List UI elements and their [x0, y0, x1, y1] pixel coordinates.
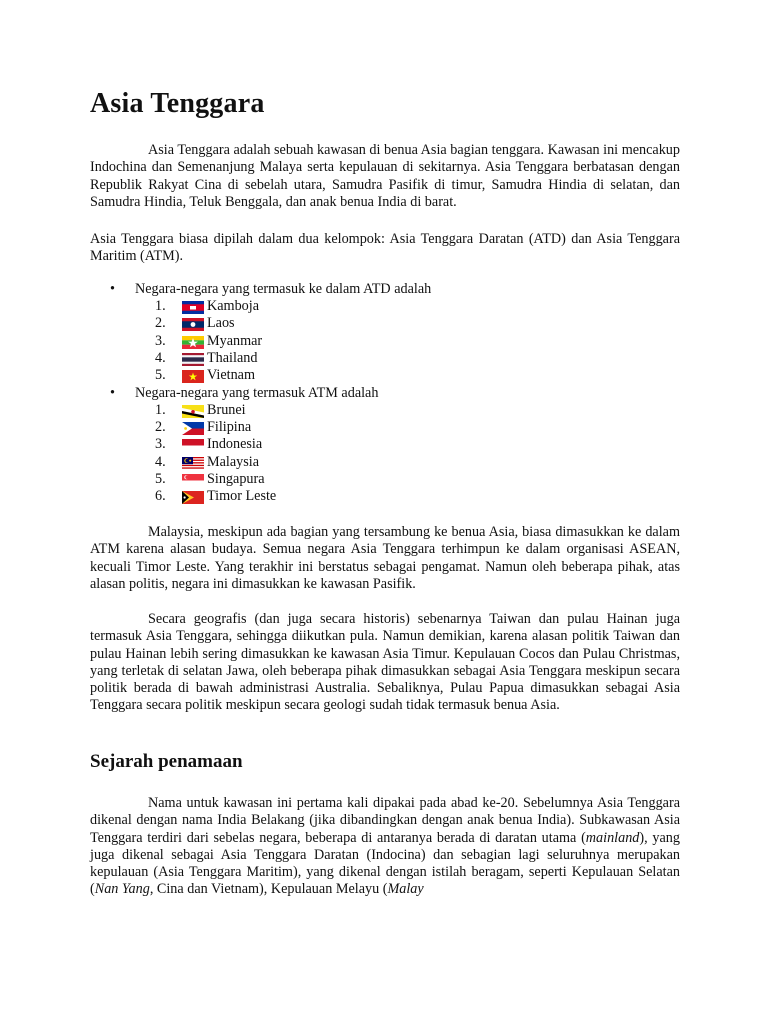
- history-paragraph: [90, 795, 680, 899]
- bullet-icon: •: [110, 281, 115, 297]
- country-name: Indonesia: [207, 436, 263, 453]
- section-heading: Sejarah penamaan: [90, 751, 243, 772]
- list-number: 4.: [155, 453, 166, 470]
- list-number: 1.: [155, 298, 166, 314]
- list-number: 2.: [155, 419, 166, 436]
- country-name: Singapura: [207, 471, 265, 487]
- country-name: Myanmar: [207, 332, 263, 349]
- list-number: 5.: [155, 367, 166, 384]
- list-number: 5.: [155, 471, 166, 487]
- list-number: 1.: [155, 401, 166, 418]
- list-number: 4.: [155, 349, 166, 366]
- list-number: 3.: [155, 436, 166, 453]
- timor-leste-flag-icon: [182, 491, 204, 504]
- geography-paragraph: Secara geografis (dan juga secara historis) sebenarnya Taiwan dan pulau Hainan juga termasuk Asia Tenggara, sehingga diikutkan pula. Namun demikian, karena alasan politik Taiwan dan pulau Hainan lebih sering dimasukkan ke kawasan Asia Timur. Kepulauan Cocos dan Pulau Christmas, yang terletak di selatan Jawa, oleh beberapa pihak dimasukkan sebagai Asia Tenggara meskipun secara politik berada di bawah administrasi Australia. Sebaliknya, Pulau Papua dimasukkan sebagai Asia Tenggara secara politik meskipun secara geologi sudah tidak termasuk benua Asia.: [90, 611, 680, 714]
- list-number: 3.: [155, 332, 166, 349]
- country-name: Vietnam: [207, 367, 255, 384]
- history-term-mainland: mainland: [585, 829, 640, 846]
- history-term-nanyang: Nan Yang: [94, 881, 150, 898]
- bullet-icon: •: [110, 384, 115, 401]
- history-text-a: Nama untuk kawasan ini pertama kali dipakai pada abad ke-20. Sebelumnya Asia Tenggara dikenal dengan nama India Belakang (jika dibandingkan dengan anak benua India). Subkawasan Asia Tenggara terdiri dari sebelas negara, beberapa di antaranya berada di daratan utama (: [90, 795, 680, 846]
- philippines-flag-icon: [182, 422, 204, 435]
- country-name: Thailand: [207, 349, 258, 366]
- indonesia-flag-icon: [182, 439, 204, 452]
- atm-label: Negara-negara yang termasuk ATM adalah: [135, 384, 379, 401]
- malaysia-flag-icon: [182, 457, 204, 470]
- country-name: Brunei: [207, 401, 246, 418]
- myanmar-flag-icon: [182, 336, 204, 349]
- singapore-flag-icon: [182, 474, 204, 487]
- brunei-flag-icon: [182, 405, 204, 418]
- page-title: Asia Tenggara: [90, 88, 265, 119]
- cambodia-flag-icon: [182, 301, 204, 314]
- country-name: Kamboja: [207, 298, 260, 314]
- history-text-c: , Cina dan Vietnam), Kepulauan Melayu (: [149, 881, 388, 898]
- laos-flag-icon: [182, 318, 204, 331]
- history-text-b: ), yang juga dikenal sebagai Asia Tenggara Daratan (Indocina) dan sebagian lagi seluruhnya merupakan kepulauan (Asia Tenggara Maritim), yang dikenal dengan istilah beragam, seperti Kepulauan Selatan (: [90, 829, 680, 898]
- list-number: 2.: [155, 315, 166, 332]
- vietnam-flag-icon: [182, 370, 204, 383]
- country-name: Timor Leste: [207, 488, 277, 505]
- thailand-flag-icon: [182, 353, 204, 366]
- groups-paragraph: Asia Tenggara biasa dipilah dalam dua kelompok: Asia Tenggara Daratan (ATD) dan Asia Tenggara Maritim (ATM).: [90, 231, 680, 265]
- atd-label: Negara-negara yang termasuk ke dalam ATD adalah: [135, 281, 432, 297]
- history-term-malay: Malay: [387, 881, 424, 898]
- list-number: 6.: [155, 488, 166, 505]
- country-name: Laos: [207, 315, 235, 332]
- country-name: Malaysia: [207, 453, 260, 470]
- country-name: Filipina: [207, 419, 252, 436]
- malaysia-paragraph: Malaysia, meskipun ada bagian yang tersambung ke benua Asia, biasa dimasukkan ke dalam ATM karena alasan budaya. Semua negara Asia Tenggara terhimpun ke dalam organisasi ASEAN, kecuali Timor Leste. Yang terakhir ini berstatus sebagai pengamat. Namun oleh beberapa pihak, atas alasan politis, negara ini dimasukkan ke kawasan Pasifik.: [90, 524, 680, 592]
- intro-paragraph: Asia Tenggara adalah sebuah kawasan di benua Asia bagian tenggara. Kawasan ini mencakup Indochina dan Semenanjung Malaya serta kepulauan di sekitarnya. Asia Tenggara berbatasan dengan Republik Rakyat Cina di sebelah utara, Samudra Pasifik di timur, Samudra Hindia di selatan, dan Samudra Hindia, Teluk Benggala, dan anak benua India di barat.: [90, 142, 680, 210]
